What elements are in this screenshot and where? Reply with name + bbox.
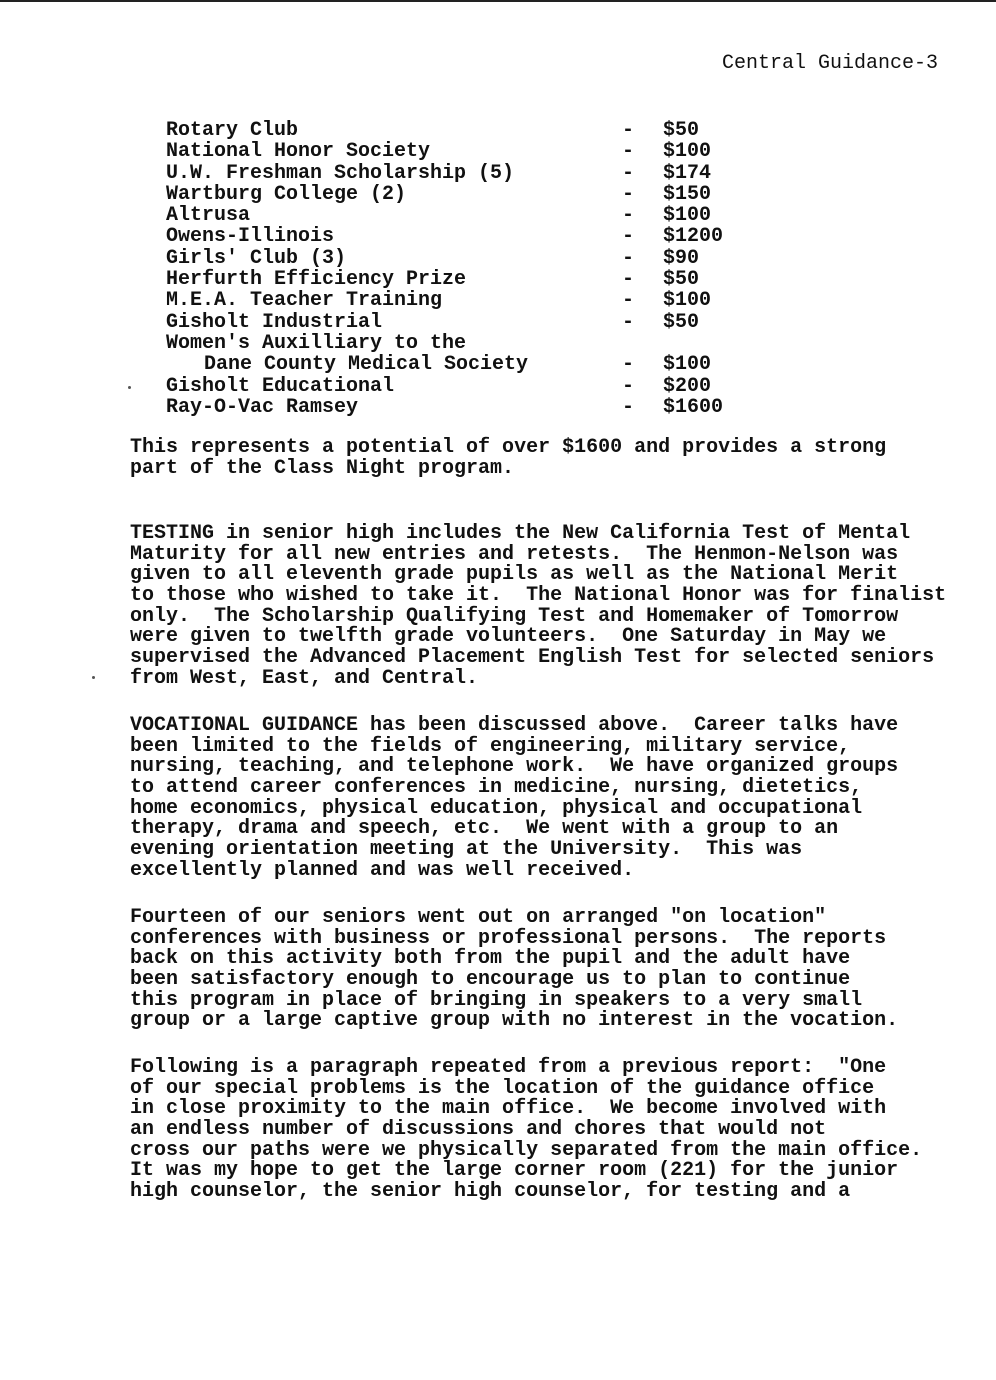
award-row <box>166 226 766 247</box>
award-dash: - <box>622 225 635 249</box>
text-line: an endless number of discussions and chores that would not <box>130 1118 827 1142</box>
award-row <box>166 163 766 184</box>
award-dash: - <box>622 161 635 185</box>
award-name: Herfurth Efficiency Prize <box>166 268 467 292</box>
award-amount: $100 <box>663 140 712 164</box>
text-line: group or a large captive group with no interest in the vocation. <box>130 1009 899 1033</box>
paragraph-testing <box>130 524 946 690</box>
award-row <box>166 205 766 226</box>
award-amount: $174 <box>663 161 712 185</box>
text-line: only. The Scholarship Qualifying Test and Homemaker of Tomorrow <box>130 604 899 628</box>
award-name: Wartburg College (2) <box>166 182 407 206</box>
paragraph-on-location <box>130 908 898 1032</box>
text-line: part of the Class Night program. <box>130 456 515 480</box>
award-row <box>166 354 766 375</box>
award-name: Rotary Club <box>166 119 299 142</box>
text-line: VOCATIONAL GUIDANCE has been discussed above. Career talks have <box>130 714 899 737</box>
text-line: This represents a potential of over $1600 and provides a strong <box>130 436 887 459</box>
award-amount: $100 <box>663 353 712 377</box>
award-name: Gisholt Industrial <box>166 310 383 334</box>
text-line: were given to twelfth grade volunteers. One Saturday in May we <box>130 625 887 649</box>
award-name: M.E.A. Teacher Training <box>166 289 443 313</box>
award-dash: - <box>622 289 635 313</box>
text-line: evening orientation meeting at the University. This was <box>130 838 803 862</box>
text-line: nursing, teaching, and telephone work. We have organized groups <box>130 755 899 779</box>
award-name: Gisholt Educational <box>166 374 395 398</box>
award-amount: $100 <box>663 204 712 228</box>
award-amount: $1600 <box>663 395 724 419</box>
award-row <box>166 376 766 397</box>
text-line: conferences with business or professional persons. The reports <box>130 926 887 950</box>
award-amount: $1200 <box>663 225 724 249</box>
text-line: to those who wished to take it. The National Honor was for finalist <box>130 584 947 608</box>
text-line: home economics, physical education, physical and occupational <box>130 796 863 820</box>
paragraph-following <box>130 1058 922 1203</box>
text-line: high counselor, the senior high counselor, for testing and a <box>130 1180 851 1204</box>
award-amount: $150 <box>663 182 712 206</box>
text-line: to attend career conferences in medicine, nursing, dietetics, <box>130 776 863 800</box>
award-dash: - <box>622 119 635 142</box>
award-dash: - <box>622 182 635 206</box>
award-name: U.W. Freshman Scholarship (5) <box>166 161 515 185</box>
award-row <box>166 184 766 205</box>
text-line: been limited to the fields of engineering, military service, <box>130 734 851 758</box>
paragraph-potential <box>130 438 886 479</box>
text-line: excellently planned and was well received. <box>130 858 635 882</box>
award-amount: $50 <box>663 310 700 334</box>
award-dash: - <box>622 246 635 270</box>
award-name: Dane County Medical Society <box>204 353 529 377</box>
paragraph-vocational-guidance <box>130 716 898 882</box>
award-dash: - <box>622 395 635 419</box>
text-line: cross our paths were we physically separated from the main office. <box>130 1138 923 1162</box>
award-row <box>166 312 766 333</box>
text-line: back on this activity both from the pupil and the adult have <box>130 947 851 971</box>
award-dash: - <box>622 353 635 377</box>
scan-speck <box>128 386 131 389</box>
award-row <box>166 269 766 290</box>
award-name: Girls' Club (3) <box>166 246 347 270</box>
scan-speck <box>92 676 95 679</box>
text-line: been satisfactory enough to encourage us to plan to continue <box>130 968 851 992</box>
award-amount: $200 <box>663 374 712 398</box>
award-row <box>166 141 766 162</box>
text-line: of our special problems is the location of the guidance office <box>130 1076 875 1100</box>
award-name: Ray-O-Vac Ramsey <box>166 395 359 419</box>
text-line: Maturity for all new entries and retests. The Henmon-Nelson was <box>130 542 899 566</box>
text-line: Fourteen of our seniors went out on arranged "on location" <box>130 906 827 929</box>
award-amount: $50 <box>663 119 700 142</box>
award-row <box>166 290 766 311</box>
award-row <box>166 120 766 141</box>
page-header: Central Guidance-3 <box>722 52 939 75</box>
award-row <box>166 397 766 418</box>
award-dash: - <box>622 140 635 164</box>
award-dash: - <box>622 204 635 228</box>
award-dash: - <box>622 268 635 292</box>
award-name: Owens-Illinois <box>166 225 335 249</box>
text-line: therapy, drama and speech, etc. We went with a group to an <box>130 817 839 841</box>
text-line: given to all eleventh grade pupils as well as the National Merit <box>130 563 899 587</box>
award-amount: $90 <box>663 246 700 270</box>
award-amount: $100 <box>663 289 712 313</box>
text-line: from West, East, and Central. <box>130 666 479 690</box>
text-line: in close proximity to the main office. We become involved with <box>130 1097 887 1121</box>
text-line: this program in place of bringing in speakers to a very small <box>130 988 863 1012</box>
award-dash: - <box>622 310 635 334</box>
text-line: supervised the Advanced Placement English Test for selected seniors <box>130 646 935 670</box>
text-line: TESTING in senior high includes the New California Test of Mental <box>130 522 911 545</box>
award-name: Altrusa <box>166 204 251 228</box>
scholarship-list <box>166 120 766 418</box>
text-line: It was my hope to get the large corner room (221) for the junior <box>130 1159 899 1183</box>
award-row <box>166 333 766 354</box>
award-name: National Honor Society <box>166 140 431 164</box>
award-amount: $50 <box>663 268 700 292</box>
award-name: Women's Auxilliary to the <box>166 331 467 355</box>
award-dash: - <box>622 374 635 398</box>
award-row <box>166 248 766 269</box>
page-top-edge <box>0 0 996 2</box>
text-line: Following is a paragraph repeated from a previous report: "One <box>130 1056 887 1079</box>
